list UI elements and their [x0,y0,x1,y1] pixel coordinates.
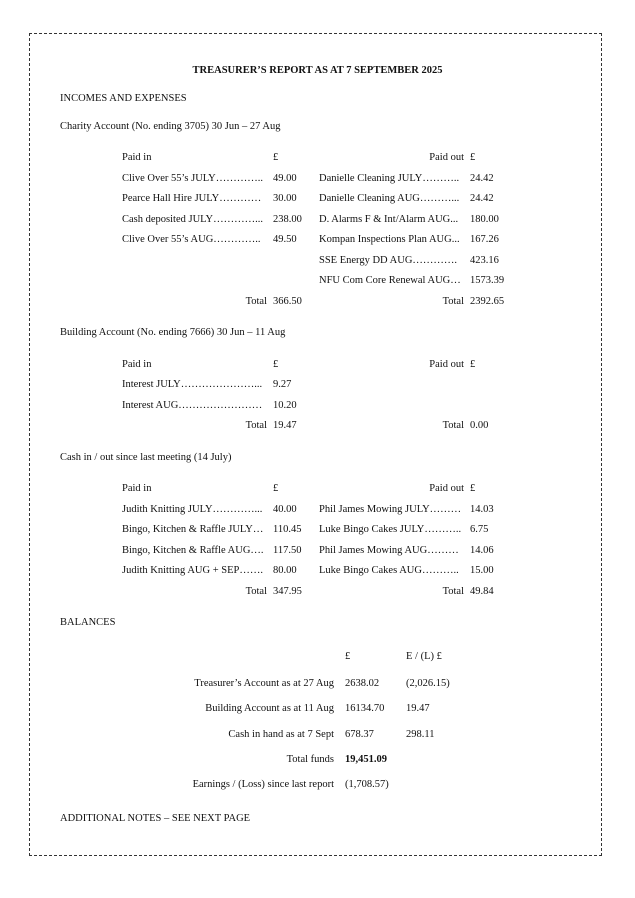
charity-in-item-label: Cash deposited JULY…………... [122,214,263,225]
cash-out-item-label: Phil James Mowing JULY……… [319,504,462,515]
earnings-value: (1,708.57) [345,779,389,790]
cash-in-item-label: Judith Knitting JULY…………... [122,504,263,515]
section-incomes-expenses: INCOMES AND EXPENSES [60,93,187,104]
total-funds-value: 19,451.09 [345,754,387,765]
building-total-in: 19.47 [273,420,297,431]
cash-in-item-label: Bingo, Kitchen & Raffle AUG…. [122,545,264,556]
charity-out-item-label: Danielle Cleaning JULY……….. [319,173,460,184]
balances-heading: BALANCES [60,617,116,628]
cash-out-item-label: Phil James Mowing AUG……… [319,545,459,556]
cash-out-item-amount: 14.06 [470,545,494,556]
charity-out-item-amount: 1573.39 [470,275,505,286]
building-account-heading: Building Account (No. ending 7666) 30 Jun – 11 Aug [60,327,286,338]
charity-out-currency-header: £ [470,152,476,163]
building-in-item-amount: 10.20 [273,400,297,411]
cash-total-out: 49.84 [470,586,494,597]
cash-total-in: 347.95 [273,586,302,597]
cash-out-item-label: Luke Bingo Cakes JULY……….. [319,524,462,535]
charity-in-item-label: Pearce Hall Hire JULY………… [122,193,262,204]
cash-out-currency-header: £ [470,483,476,494]
building-total-in-label: Total [245,420,267,431]
building-in-item-label: Interest JULY…………………... [122,379,263,390]
charity-total-in: 366.50 [273,296,302,307]
charity-in-currency-header: £ [273,152,279,163]
building-in-item-label: Interest AUG…………………… [122,400,263,411]
charity-out-item-amount: 24.42 [470,193,494,204]
balances-gbp-header: £ [345,651,351,662]
charity-in-item-label: Clive Over 55’s AUG………….. [122,234,261,245]
charity-out-item-amount: 423.16 [470,255,499,266]
cash-in-item-amount: 40.00 [273,504,297,515]
charity-out-item-label: Danielle Cleaning AUG………... [319,193,460,204]
building-total-out: 0.00 [470,420,489,431]
charity-out-item-label: D. Alarms F & Int/Alarm AUG... [319,214,459,225]
cash-paid-out-header: Paid out [429,483,464,494]
balance-row-gbp: 16134.70 [345,703,385,714]
charity-out-item-amount: 167.26 [470,234,499,245]
charity-total-out-label: Total [442,296,464,307]
additional-notes: ADDITIONAL NOTES – SEE NEXT PAGE [60,813,251,824]
cash-in-item-amount: 110.45 [273,524,302,535]
balance-row-gbp: 678.37 [345,729,374,740]
charity-total-in-label: Total [245,296,267,307]
charity-out-item-label: NFU Com Core Renewal AUG… [319,275,461,286]
building-in-item-amount: 9.27 [273,379,292,390]
cash-in-item-amount: 80.00 [273,565,297,576]
charity-out-item-label: SSE Energy DD AUG…………. [319,255,458,266]
cash-paid-in-header: Paid in [122,483,152,494]
report-title: TREASURER’S REPORT AS AT 7 SEPTEMBER 2025 [192,65,443,76]
total-funds-label: Total funds [286,754,334,765]
charity-in-item-amount: 49.00 [273,173,297,184]
cash-out-item-amount: 15.00 [470,565,494,576]
cash-in-currency-header: £ [273,483,279,494]
charity-account-heading: Charity Account (No. ending 3705) 30 Jun – 27 Aug [60,121,281,132]
cash-in-item-amount: 117.50 [273,545,302,556]
cash-total-in-label: Total [245,586,267,597]
charity-out-item-label: Kompan Inspections Plan AUG... [319,234,460,245]
cash-in-item-label: Bingo, Kitchen & Raffle JULY… [122,524,264,535]
charity-out-item-amount: 24.42 [470,173,494,184]
cash-heading: Cash in / out since last meeting (14 July) [60,452,232,463]
building-in-currency-header: £ [273,359,279,370]
balance-row-label: Building Account as at 11 Aug [205,703,334,714]
cash-in-item-label: Judith Knitting AUG + SEP……. [122,565,263,576]
charity-paid-out-header: Paid out [429,152,464,163]
balance-row-el: 298.11 [406,729,435,740]
cash-out-item-label: Luke Bingo Cakes AUG……….. [319,565,459,576]
charity-in-item-amount: 49.50 [273,234,297,245]
building-paid-in-header: Paid in [122,359,152,370]
balance-row-label: Cash in hand as at 7 Sept [228,729,334,740]
charity-in-item-amount: 30.00 [273,193,297,204]
cash-out-item-amount: 14.03 [470,504,494,515]
earnings-label: Earnings / (Loss) since last report [192,779,334,790]
charity-out-item-amount: 180.00 [470,214,499,225]
building-out-currency-header: £ [470,359,476,370]
building-total-out-label: Total [442,420,464,431]
charity-in-item-amount: 238.00 [273,214,302,225]
building-paid-out-header: Paid out [429,359,464,370]
cash-out-item-amount: 6.75 [470,524,489,535]
charity-paid-in-header: Paid in [122,152,152,163]
charity-in-item-label: Clive Over 55’s JULY………….. [122,173,263,184]
charity-total-out: 2392.65 [470,296,505,307]
cash-total-out-label: Total [442,586,464,597]
balance-row-gbp: 2638.02 [345,678,380,689]
balance-row-label: Treasurer’s Account as at 27 Aug [194,678,334,689]
balances-el-header: E / (L) £ [406,651,442,662]
balance-row-el: 19.47 [406,703,430,714]
balance-row-el: (2,026.15) [406,678,450,689]
